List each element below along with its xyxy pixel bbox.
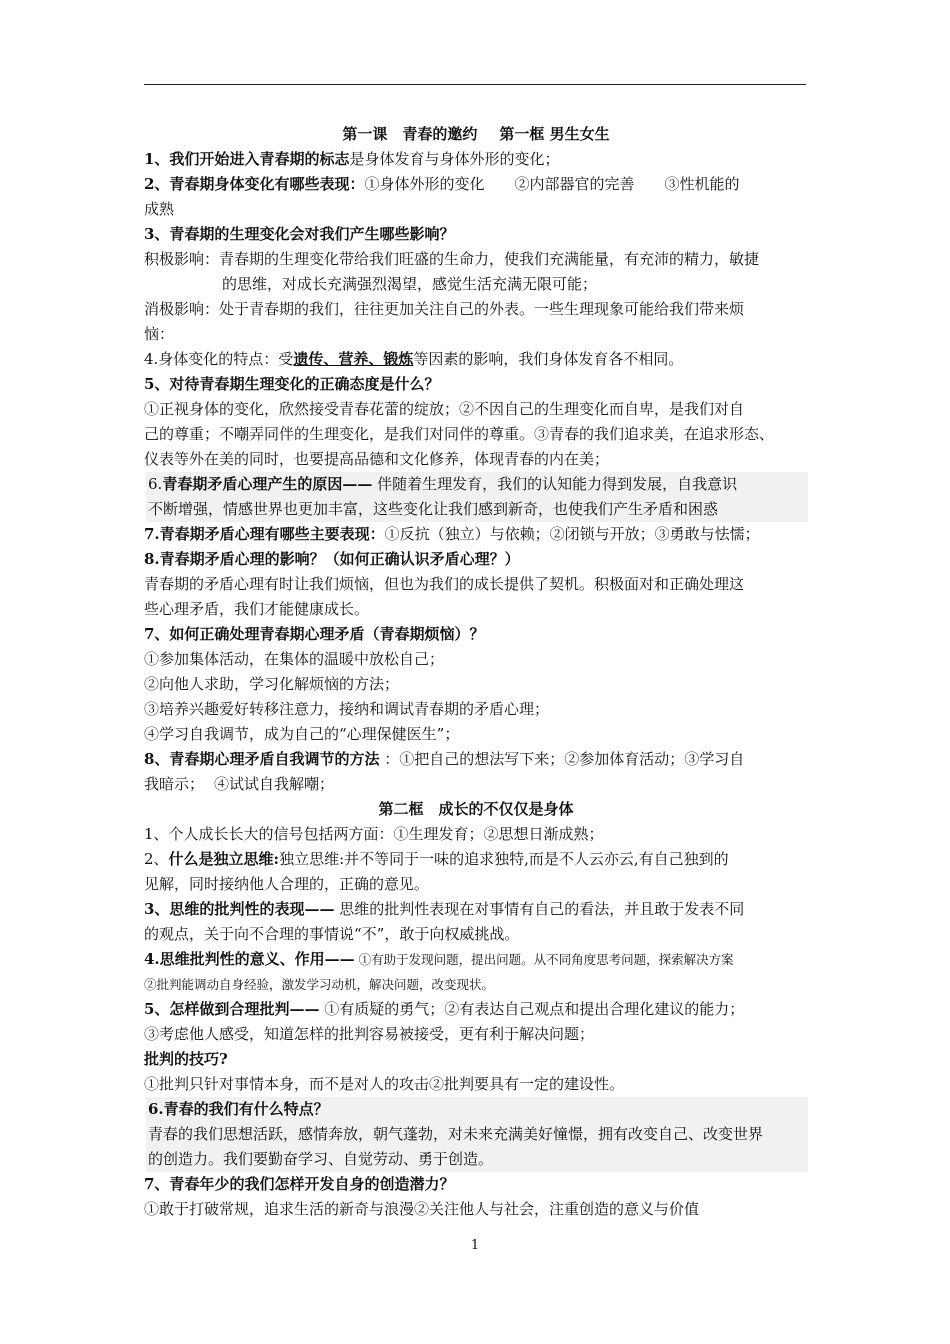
s2-point-3-cont: 的观点，关于向不合理的事情说“不”，敢于向权威挑战。 [144, 925, 520, 943]
s2-point-1: 1、个人成长长大的信号包括两方面：①生理发育；②思想日渐成熟； [144, 825, 604, 843]
shaded-block-youth [146, 1097, 808, 1172]
point-6: 6.青春期矛盾心理产生的原因—— 伴随着生理发育，我们的认知能力得到发展，自我意识 [148, 475, 738, 493]
s2-point-2-cont: 见解，同时接纳他人合理的，正确的意见。 [144, 875, 430, 893]
attitude-line-2: 己的尊重；不嘲弄同伴的生理变化，是我们对同伴的尊重。③青春的我们追求美，在追求形态、 [144, 425, 775, 443]
youth-features-2: 的创造力。我们要勤奋学习、自觉劳动、勇于创造。 [148, 1150, 494, 1168]
critique-tips-heading: 批判的技巧? [144, 1050, 228, 1068]
point-5: 5、对待青春期生理变化的正确态度是什么？ [144, 375, 440, 393]
point-6-cont: 不断增强，情感世界也更加丰富，这些变化让我们感到新奇，也使我们产生矛盾和困惑 [148, 500, 719, 518]
s2-point-4: 4.思维批判性的意义、作用—— ①有助于发现问题，提出问题。从不同角度思考问题，探索解决方案 [144, 950, 734, 968]
youth-features-1: 青春的我们思想活跃，感情奔放，朝气蓬勃，对未来充满美好憧憬，拥有改变自己、改变世界 [148, 1125, 764, 1143]
header-rule [144, 84, 806, 85]
s2-point-4-cont: ②批判能调动自身经验，激发学习动机，解决问题，改变现状。 [144, 977, 495, 992]
section-2-title: 第二框 成长的不仅仅是身体 [378, 800, 574, 818]
positive-effect: 积极影响：青春期的生理变化带给我们旺盛的生命力，使我们充满能量，有充沛的精力，敏捷 [144, 250, 760, 268]
s2-point-6: 6.青春的我们有什么特点？ [148, 1100, 329, 1118]
point-8b: 8、青春期心理矛盾自我调节的方法 ：①把自己的想法写下来；②参加体育活动；③学习自 [144, 750, 745, 768]
s2-point-5-cont: ③考虑他人感受，知道怎样的批判容易被接受，更有利于解决问题； [144, 1025, 595, 1043]
attitude-line-3: 仪表等外在美的同时，也要提高品德和文化修养，体现青春的内在美； [144, 450, 610, 468]
point-3: 3、青春期的生理变化会对我们产生哪些影响？ [144, 225, 455, 243]
method-3: ③培养兴趣爱好转移注意力，接纳和调试青春期的矛盾心理； [144, 700, 550, 718]
method-1: ①参加集体活动，在集体的温暖中放松自己； [144, 650, 445, 668]
s2-point-7: 7、青春年少的我们怎样开发自身的创造潜力？ [144, 1175, 455, 1193]
point-7b: 7、如何正确处理青春期心理矛盾（青春期烦恼）？ [144, 625, 485, 643]
s2-point-3: 3、思维的批判性的表现—— 思维的批判性表现在对事情有自己的看法，并且敢于发表不同 [144, 900, 745, 918]
creativity-methods: ①敢于打破常规，追求生活的新奇与浪漫②关注他人与社会，注重创造的意义与价值 [144, 1200, 700, 1218]
attitude-line-1: ①正视身体的变化，欣然接受青春花蕾的绽放；②不因自己的生理变化而自卑，是我们对自 [144, 400, 745, 418]
shaded-block-cause [146, 472, 808, 522]
influence-line-1: 青春期的矛盾心理有时让我们烦恼，但也为我们的成长提供了契机。积极面对和正确处理这 [144, 575, 745, 593]
influence-line-2: 些心理矛盾，我们才能健康成长。 [144, 600, 370, 618]
s2-point-2: 2、什么是独立思维:独立思维:并不等同于一味的追求独特,而是不人云亦云,有自己独到的 [144, 850, 729, 868]
critique-tips: ①批判只针对事情本身，而不是对人的攻击②批判要具有一定的建设性。 [144, 1075, 625, 1093]
lesson-title: 第一课 青春的邀约 第一框 男生女生 [342, 125, 610, 143]
positive-effect-cont: 的思维，对成长充满强烈渴望，感觉生活充满无限可能； [222, 275, 598, 293]
negative-effect: 消极影响：处于青春期的我们，往往更加关注自己的外表。一些生理现象可能给我们带来烦 [144, 300, 745, 318]
method-2: ②向他人求助，学习化解烦恼的方法； [144, 675, 400, 693]
point-1: 1、我们开始进入青春期的标志是身体发育与身体外形的变化； [144, 150, 560, 168]
point-7: 7.青春期矛盾心理有哪些主要表现：①反抗（独立）与依赖；②闭锁与开放；③勇敢与怯懦； [144, 525, 760, 543]
page-number: 1 [470, 1238, 480, 1253]
document-body [144, 122, 808, 1222]
point-2-cont: 成熟 [144, 200, 175, 218]
point-8: 8.青春期矛盾心理的影响？（如何正确认识矛盾心理？） [144, 550, 520, 568]
method-4: ④学习自我调节，成为自己的“心理保健医生”； [144, 725, 460, 743]
s2-point-5: 5、怎样做到合理批判—— ①有质疑的勇气；②有表达自己观点和提出合理化建议的能力； [144, 1000, 745, 1018]
point-8b-cont: 我暗示； ④试试自我解嘲； [144, 775, 335, 793]
point-2: 2、青春期身体变化有哪些表现：①身体外形的变化 ②内部器官的完善 ③性机能的 [144, 175, 740, 193]
point-4: 4.身体变化的特点：受遗传、营养、锻炼等因素的影响，我们身体发育各不相同。 [144, 350, 684, 368]
negative-effect-cont: 恼： [144, 325, 175, 343]
